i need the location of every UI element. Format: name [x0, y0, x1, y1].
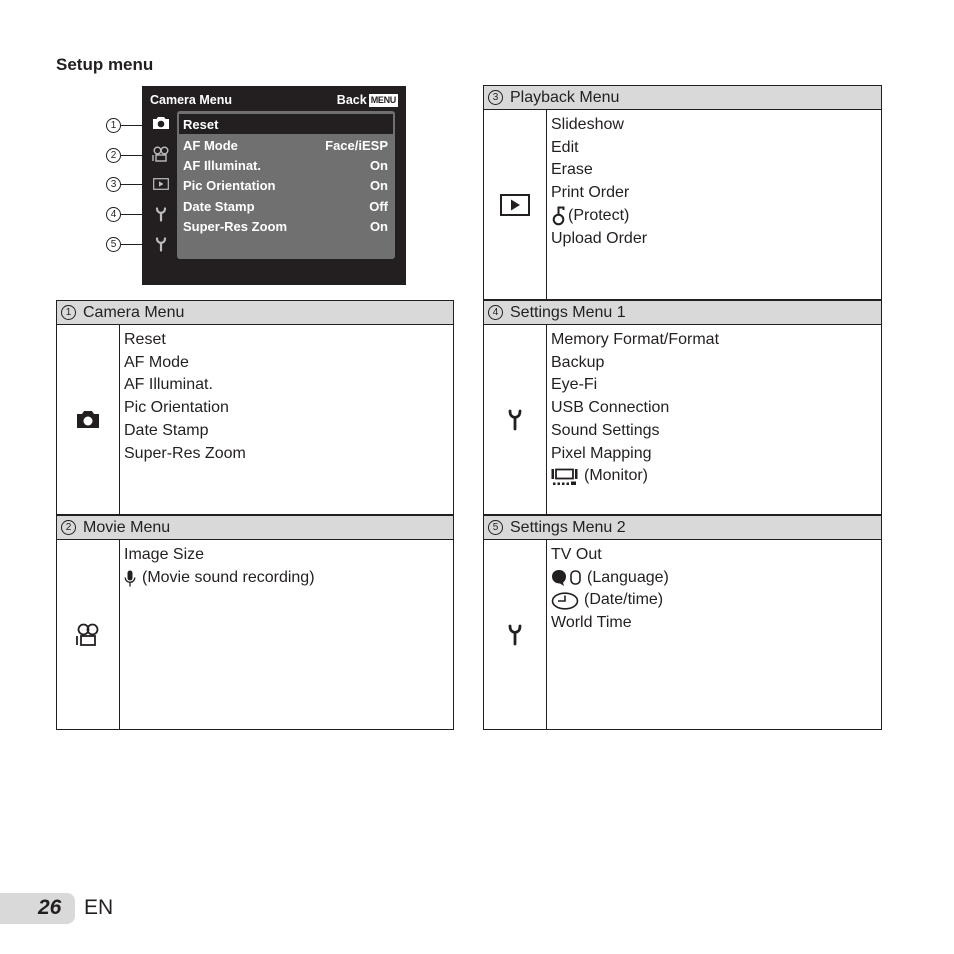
table-number: 5 — [488, 520, 503, 535]
item-list — [551, 114, 877, 250]
list-item: Slideshow — [551, 116, 624, 133]
callout-4: 4 — [106, 207, 121, 222]
menu-button-badge: MENU — [370, 94, 396, 105]
table-title: Movie Menu — [83, 518, 171, 536]
item-text: (Protect) — [568, 206, 630, 224]
item-text: (Language) — [587, 568, 669, 586]
list-item: AF Mode — [124, 353, 189, 371]
wrench-icon — [484, 540, 547, 729]
table-number: 4 — [488, 305, 503, 320]
menu-row-value: On — [369, 177, 388, 193]
menu-row-label: AF Mode — [183, 137, 238, 153]
page-language: EN — [84, 896, 114, 919]
item-list — [551, 544, 877, 635]
menu-row-pic-orientation[interactable] — [177, 175, 395, 195]
playback-menu-table — [483, 85, 882, 300]
camera-menu-screen — [142, 86, 406, 285]
list-item-date-time — [551, 589, 877, 612]
movie-icon — [57, 540, 120, 729]
list-item: Image Size — [124, 546, 205, 563]
table-header — [484, 301, 881, 325]
movie-icon[interactable] — [152, 146, 170, 162]
menu-panel — [177, 111, 395, 259]
menu-row-label: Super-Res Zoom — [183, 218, 288, 234]
camera-icon — [57, 325, 120, 514]
table-title: Settings Menu 2 — [510, 518, 626, 536]
menu-row-label: AF Illuminat. — [183, 157, 261, 173]
wrench-icon[interactable] — [152, 206, 170, 222]
callout-5: 5 — [106, 237, 121, 252]
list-item-protect — [551, 205, 877, 228]
camera-icon[interactable] — [152, 115, 170, 131]
list-item: Edit — [551, 138, 579, 156]
list-item: Memory Format/Format — [551, 331, 720, 348]
callout-line — [121, 125, 152, 126]
list-item: Pixel Mapping — [551, 444, 652, 462]
table-number: 2 — [61, 520, 76, 535]
menu-row-super-res-zoom[interactable] — [177, 216, 395, 236]
playback-icon — [484, 110, 547, 299]
list-item: Erase — [551, 161, 593, 179]
table-title: Settings Menu 1 — [510, 303, 626, 321]
list-item: World Time — [551, 614, 632, 632]
callout-1: 1 — [106, 118, 121, 133]
camera-menu-table — [56, 300, 454, 515]
item-text: (Monitor) — [584, 467, 649, 485]
table-number: 1 — [61, 305, 76, 320]
screen-header — [150, 92, 398, 108]
callout-3: 3 — [106, 177, 121, 192]
callout-line — [121, 184, 152, 185]
menu-row-value: Face/iESP — [325, 137, 388, 153]
callout-2: 2 — [106, 148, 121, 163]
menu-row-label: Reset — [183, 116, 219, 132]
menu-row-af-illuminat[interactable] — [177, 155, 395, 175]
microphone-icon — [124, 570, 136, 587]
table-number: 3 — [488, 90, 503, 105]
list-item: Backup — [551, 353, 605, 371]
wrench-icon — [484, 325, 547, 514]
list-item: Reset — [124, 331, 166, 348]
back-button[interactable] — [337, 93, 398, 107]
list-item: Upload Order — [551, 229, 648, 247]
item-list — [124, 329, 449, 465]
list-item: AF Illuminat. — [124, 376, 213, 394]
list-item-language — [551, 567, 877, 590]
list-item: Date Stamp — [124, 421, 209, 439]
list-item: Super-Res Zoom — [124, 444, 246, 462]
callout-line — [121, 214, 152, 215]
page-number: 26 — [38, 896, 62, 919]
monitor-icon — [551, 468, 578, 486]
screen-title: Camera Menu — [150, 93, 232, 107]
list-item: Pic Orientation — [124, 399, 229, 417]
settings-menu-1-table — [483, 300, 882, 515]
menu-row-date-stamp[interactable] — [177, 196, 395, 216]
table-header — [57, 301, 453, 325]
table-title: Playback Menu — [510, 88, 620, 106]
language-icon — [551, 569, 582, 587]
menu-row-value: Off — [369, 198, 388, 214]
table-title: Camera Menu — [83, 303, 185, 321]
protect-key-icon — [551, 206, 566, 226]
table-header — [57, 516, 453, 540]
playback-icon[interactable] — [152, 176, 170, 192]
movie-menu-table — [56, 515, 454, 730]
callout-line — [121, 155, 152, 156]
back-label: Back — [336, 93, 367, 107]
item-text: (Movie sound recording) — [142, 568, 315, 586]
wrench-icon[interactable] — [152, 236, 170, 252]
list-item: Print Order — [551, 184, 630, 202]
list-item: TV Out — [551, 546, 602, 563]
clock-icon — [551, 592, 579, 610]
callout-line — [121, 244, 152, 245]
menu-row-label: Pic Orientation — [183, 177, 276, 193]
list-item: USB Connection — [551, 399, 670, 417]
menu-row-value: On — [369, 218, 388, 234]
section-title: Setup menu — [56, 55, 154, 74]
table-header — [484, 516, 881, 540]
list-item-monitor — [551, 465, 877, 488]
table-header — [484, 86, 881, 110]
list-item: Eye-Fi — [551, 376, 598, 394]
menu-row-af-mode[interactable] — [177, 135, 395, 155]
item-list — [124, 544, 449, 589]
menu-row-label: Date Stamp — [183, 198, 255, 214]
item-list — [551, 329, 877, 488]
list-item: Sound Settings — [551, 421, 660, 439]
menu-row-value: On — [369, 157, 388, 173]
menu-row-reset[interactable] — [179, 114, 393, 134]
settings-menu-2-table — [483, 515, 882, 730]
item-text: (Date/time) — [584, 591, 664, 609]
list-item-movie-sound — [124, 567, 449, 590]
